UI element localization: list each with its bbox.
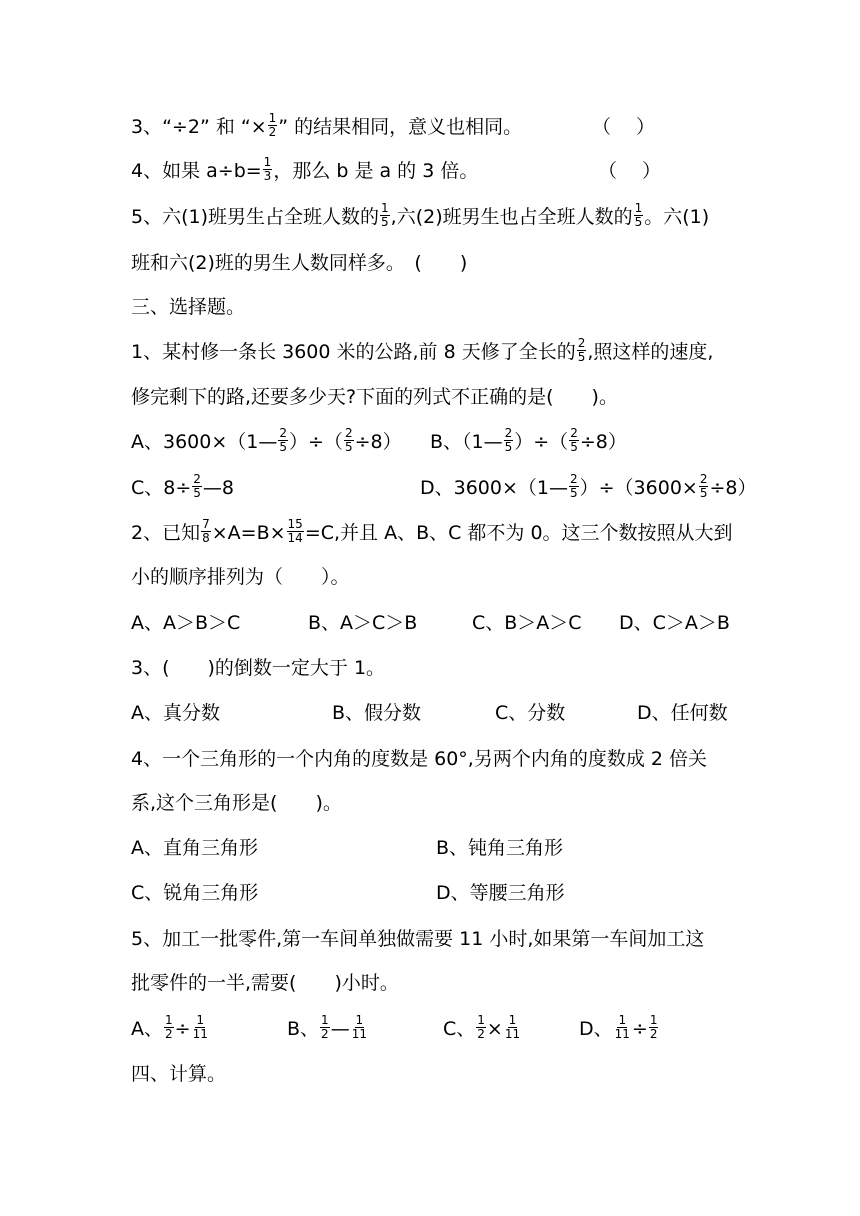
mc-q1-option-a[interactable] (131, 428, 402, 456)
fraction (287, 518, 304, 545)
mc-q1-option-b[interactable] (430, 428, 627, 456)
denominator: 2 (321, 1027, 329, 1041)
answer-paren[interactable]: （ ） (592, 116, 656, 138)
mc-q1-option-d[interactable] (420, 474, 757, 502)
mc-q4-option-d[interactable]: D、等腰三角形 (436, 882, 565, 904)
option-text: ）÷（ (514, 431, 569, 453)
mc-question-5: 5、加工一批零件,第一车间单独做需要 11 小时,如果第一车间加工这 (131, 928, 705, 950)
option-text: C、8÷ (131, 477, 192, 499)
option-text: —8 (202, 477, 235, 499)
mc-question-1 (131, 338, 713, 366)
fraction (380, 202, 390, 229)
numerator: 1 (268, 111, 277, 125)
mc-q2-option-a[interactable]: A、A＞B＞C (131, 612, 241, 634)
numerator: 1 (321, 1013, 329, 1027)
numerator: 1 (355, 1013, 364, 1027)
fraction (504, 1014, 521, 1041)
answer-paren[interactable]: （ ） (598, 160, 662, 182)
tf-question-4 (131, 157, 478, 185)
operator: ÷ (174, 1018, 191, 1040)
numerator: 15 (287, 517, 303, 531)
option-letter: A、 (131, 1018, 163, 1040)
numerator: 2 (570, 426, 578, 440)
denominator: 2 (477, 1027, 485, 1041)
numerator: 1 (618, 1013, 627, 1027)
numerator: 1 (634, 201, 643, 215)
mc-q3-option-a[interactable]: A、真分数 (131, 702, 220, 724)
numerator: 1 (508, 1013, 517, 1027)
tf-question-3 (131, 113, 522, 141)
fraction (504, 427, 514, 454)
operator: — (330, 1018, 350, 1040)
tf-q5-text-end: 。六(1) (644, 206, 710, 228)
tf-q5-text-mid: ,六(2)班男生也占全班人数的 (390, 206, 633, 228)
denominator: 5 (279, 440, 288, 454)
denominator: 14 (287, 531, 303, 545)
fraction (649, 1014, 659, 1041)
numerator: 2 (699, 472, 708, 486)
operator: × (486, 1018, 503, 1040)
numerator: 1 (165, 1013, 173, 1027)
mc-q2-text-end: =C,并且 A、B、C 都不为 0。这三个数按照从大到 (304, 522, 733, 544)
denominator: 5 (577, 350, 586, 364)
denominator: 5 (381, 215, 389, 229)
numerator: 1 (381, 201, 389, 215)
mc-q5-option-d[interactable] (579, 1015, 659, 1043)
option-text: ÷8） (709, 477, 757, 499)
denominator: 11 (351, 1027, 367, 1041)
mc-question-4-line2: 系,这个三角形是( )。 (131, 792, 342, 814)
tf-q4-text-end: ，那么 b 是 a 的 3 倍。 (273, 160, 479, 182)
tf-q3-text: 3、“÷2” 和 “× (131, 116, 267, 138)
mc-q5-option-a[interactable] (131, 1015, 210, 1043)
fraction (192, 1014, 209, 1041)
denominator: 5 (504, 440, 513, 454)
denominator: 11 (504, 1027, 521, 1041)
numerator: 1 (649, 1013, 658, 1027)
denominator: 5 (570, 486, 578, 500)
fraction (569, 427, 579, 454)
option-text: D、3600×（1— (420, 477, 568, 499)
tf-question-5-line2: 班和六(2)班的男生人数同样多。 ( ) (131, 252, 468, 274)
fraction (634, 202, 644, 229)
option-letter: C、 (443, 1018, 476, 1040)
numerator: 2 (570, 472, 578, 486)
numerator: 7 (202, 517, 210, 531)
fraction (278, 427, 288, 454)
operator: ÷ (631, 1018, 648, 1040)
numerator: 1 (196, 1013, 205, 1027)
mc-q5-option-b[interactable] (287, 1015, 369, 1043)
denominator: 11 (614, 1027, 630, 1041)
fraction (263, 156, 273, 183)
mc-q2-option-b[interactable]: B、A＞C＞B (308, 612, 418, 634)
numerator: 2 (344, 426, 353, 440)
mc-q1-text: 1、某村修一条长 3600 米的公路,前 8 天修了全长的 (131, 341, 576, 363)
denominator: 5 (193, 486, 201, 500)
denominator: 2 (268, 125, 277, 139)
mc-q2-text-mid: ×A=B× (211, 522, 286, 544)
denominator: 5 (634, 215, 643, 229)
fraction (344, 427, 354, 454)
option-letter: D、 (579, 1018, 613, 1040)
option-letter: B、 (287, 1018, 320, 1040)
denominator: 5 (699, 486, 708, 500)
numerator: 2 (577, 336, 586, 350)
option-text: ）÷（3600× (579, 477, 698, 499)
tf-q3-text-end: ” 的结果相同，意义也相同。 (278, 116, 523, 138)
option-text: A、3600×（1— (131, 431, 278, 453)
mc-question-3: 3、( )的倒数一定大于 1。 (131, 657, 386, 679)
mc-q5-option-c[interactable] (443, 1015, 522, 1043)
denominator: 11 (192, 1027, 208, 1041)
mc-q3-option-d[interactable]: D、任何数 (637, 702, 728, 724)
fraction (351, 1014, 368, 1041)
section-heading-4: 四、计算。 (131, 1063, 227, 1085)
mc-q2-text: 2、已知 (131, 522, 201, 544)
tf-q5-text: 5、六(1)班男生占全班人数的 (131, 206, 380, 228)
option-text: ÷8） (579, 431, 627, 453)
option-text: B、（1— (430, 431, 503, 453)
mc-q1-text-end: ,照这样的速度, (587, 341, 714, 363)
numerator: 2 (279, 426, 288, 440)
denominator: 5 (344, 440, 353, 454)
fraction (569, 473, 579, 500)
denominator: 5 (570, 440, 578, 454)
numerator: 1 (477, 1013, 485, 1027)
fraction (164, 1014, 174, 1041)
denominator: 8 (202, 531, 210, 545)
fraction (577, 337, 587, 364)
fraction (192, 473, 202, 500)
mc-question-2 (131, 519, 733, 547)
fraction (320, 1014, 330, 1041)
mc-q2-option-c[interactable]: C、B＞A＞C (472, 612, 582, 634)
tf-q4-text: 4、如果 a÷b= (131, 160, 262, 182)
mc-q2-option-d[interactable]: D、C＞A＞B (619, 612, 730, 634)
numerator: 2 (193, 472, 201, 486)
mc-q4-option-c[interactable]: C、锐角三角形 (131, 882, 259, 904)
mc-question-5-line2: 批零件的一半,需要( )小时。 (131, 972, 399, 994)
mc-question-2-line2: 小的顺序排列为（ ）。 (131, 566, 350, 588)
mc-q3-option-b[interactable]: B、假分数 (332, 702, 422, 724)
mc-question-4: 4、一个三角形的一个内角的度数是 60°,另两个内角的度数成 2 倍关 (131, 748, 708, 770)
mc-q4-option-b[interactable]: B、钝角三角形 (436, 837, 564, 859)
denominator: 2 (165, 1027, 173, 1041)
tf-question-5 (131, 203, 709, 231)
option-text: ）÷（ (289, 431, 343, 453)
numerator: 1 (263, 155, 272, 169)
option-text: ÷8） (354, 431, 402, 453)
fraction (699, 473, 709, 500)
denominator: 3 (263, 169, 272, 183)
fraction (268, 112, 278, 139)
fraction (614, 1014, 631, 1041)
mc-q1-option-c[interactable] (131, 474, 234, 502)
section-heading-3: 三、选择题。 (131, 296, 246, 318)
mc-question-1-line2: 修完剩下的路,还要多少天?下面的列式不正确的是( )。 (131, 386, 618, 408)
fraction (476, 1014, 486, 1041)
fraction (201, 518, 211, 545)
mc-q4-option-a[interactable]: A、直角三角形 (131, 837, 258, 859)
denominator: 2 (649, 1027, 658, 1041)
numerator: 2 (504, 426, 513, 440)
mc-q3-option-c[interactable]: C、分数 (495, 702, 566, 724)
